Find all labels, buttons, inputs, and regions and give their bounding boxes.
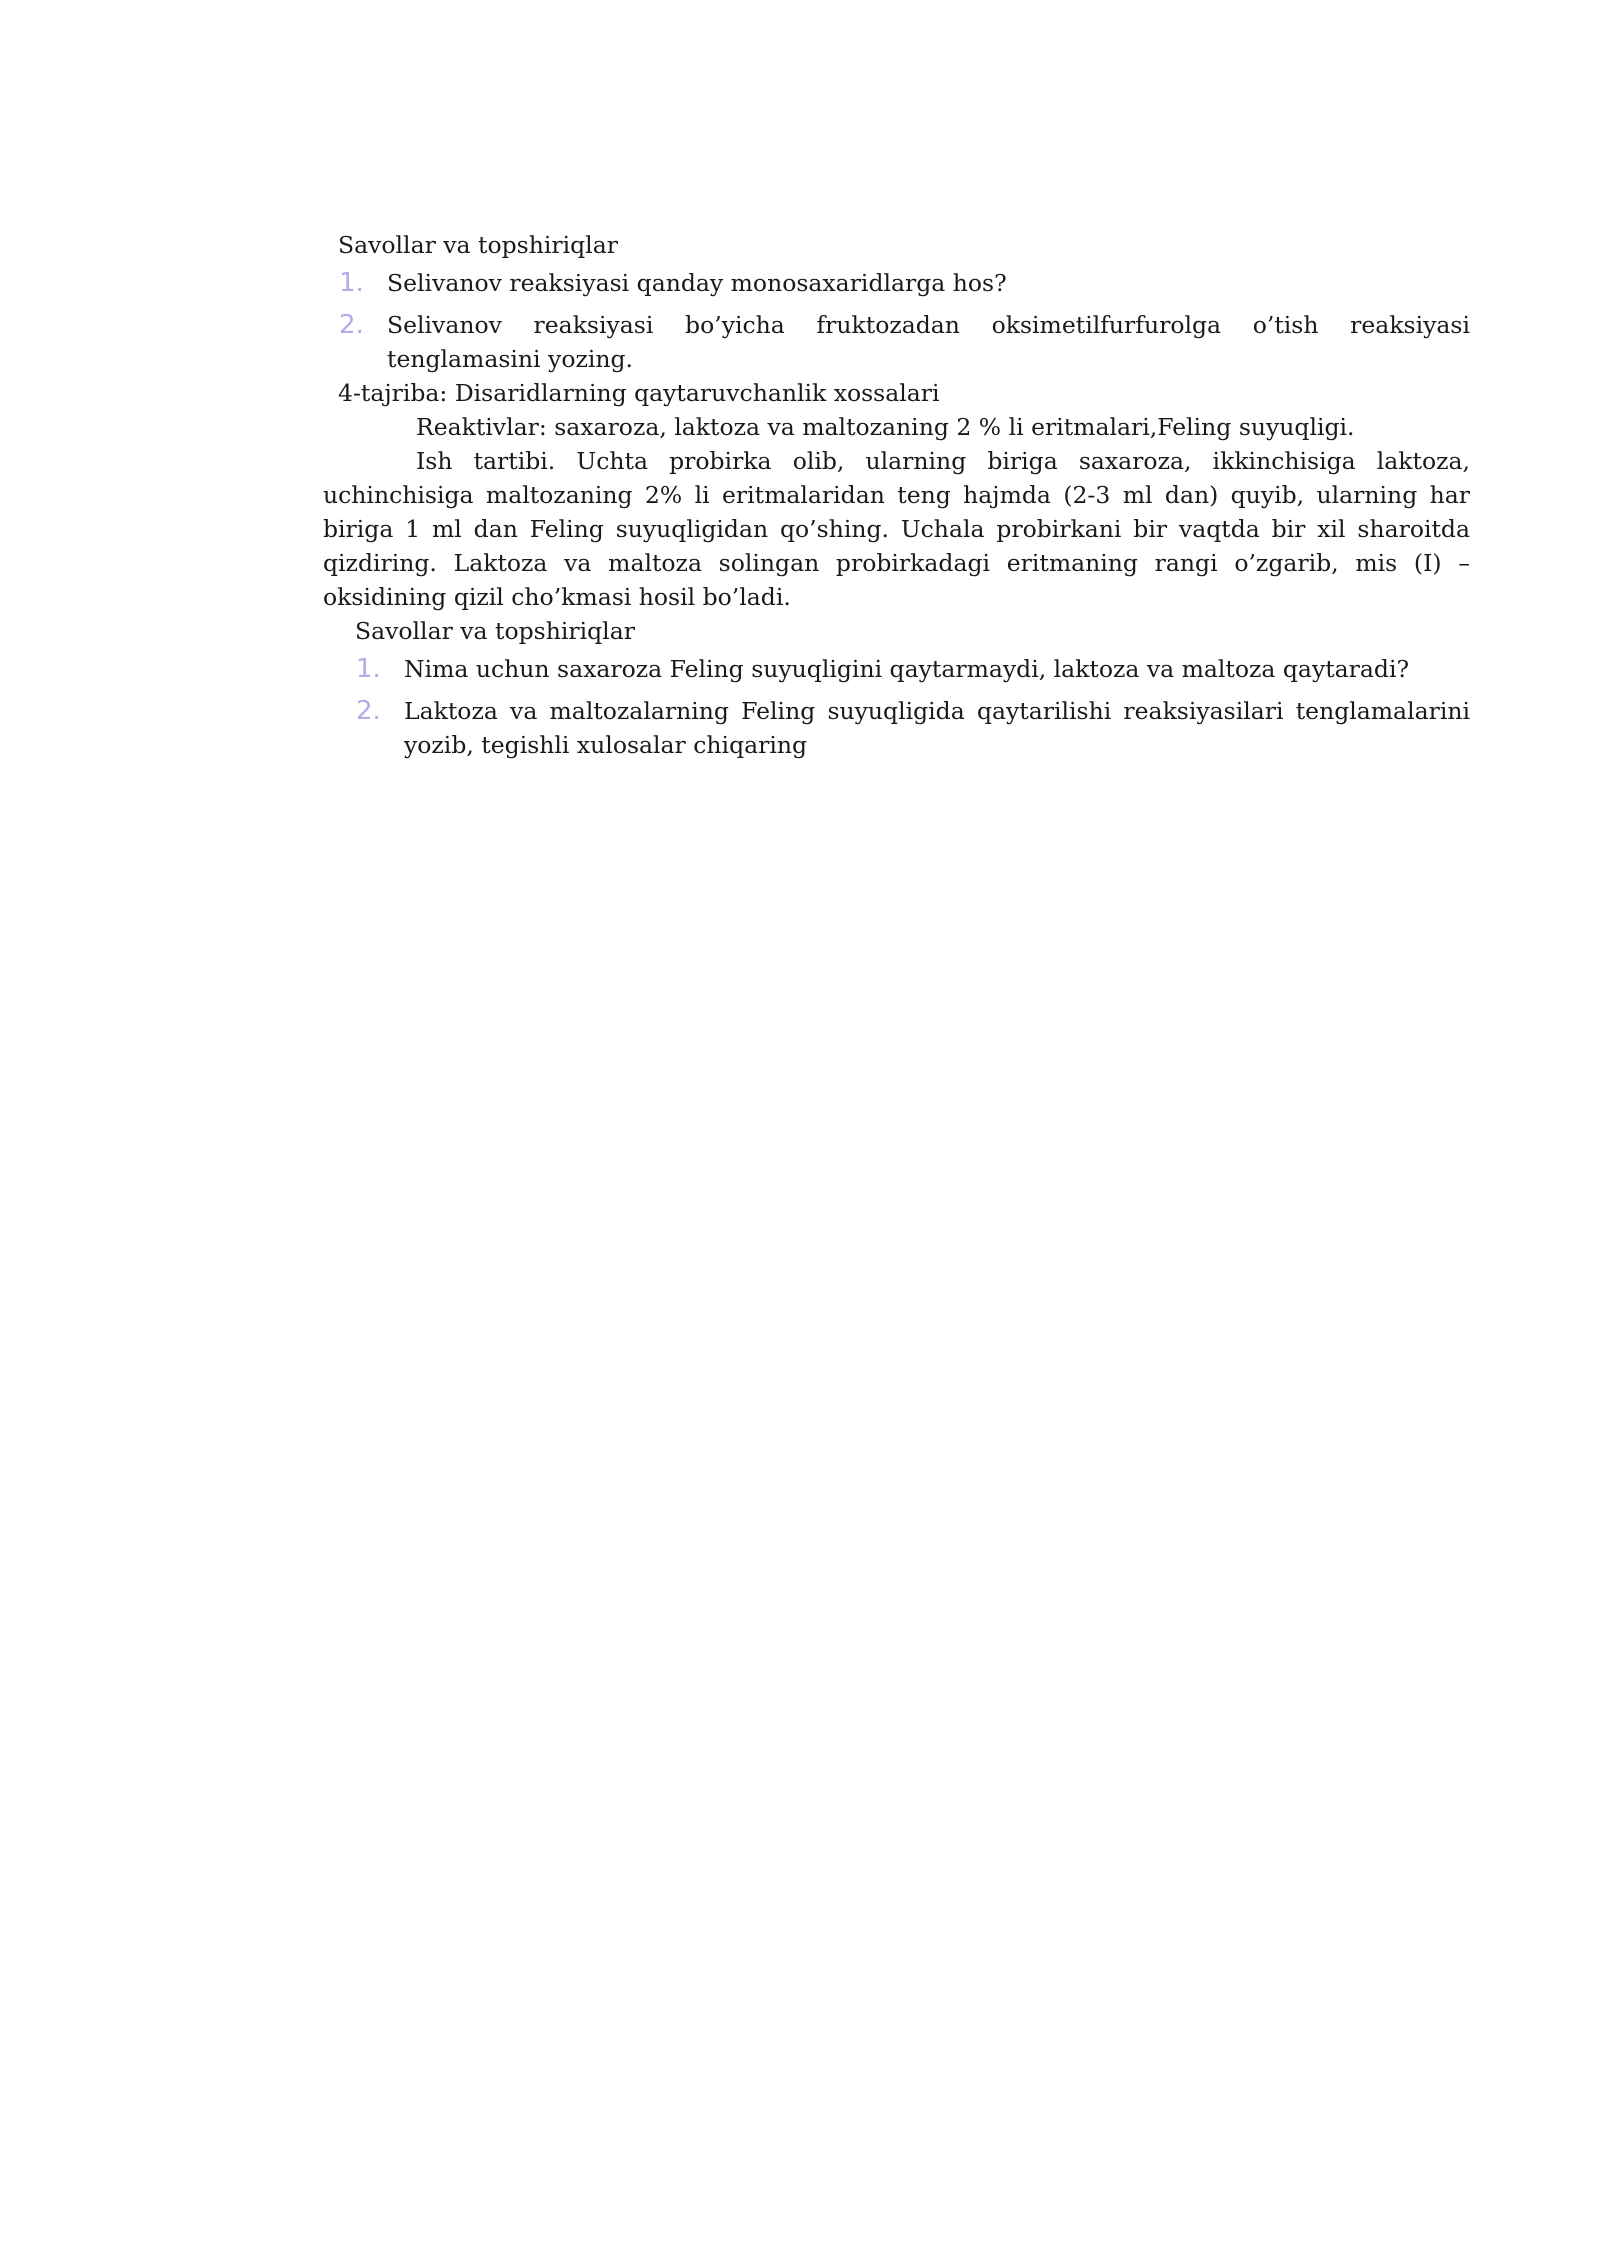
section2-heading: Savollar va topshiriqlar	[355, 617, 635, 645]
document-content	[323, 228, 1470, 770]
list-number: 1.	[339, 268, 364, 298]
list-number: 1.	[356, 654, 381, 684]
list-number: 2.	[356, 696, 381, 726]
experiment-reagents: Reaktivlar: saxaroza, laktoza va maltozaning 2 % li eritmalari,Feling suyuqligi.	[416, 413, 1355, 441]
list-item	[323, 308, 1470, 376]
question-text: Selivanov reaksiyasi bo’yicha fruktozadan oksimetilfurfurolga o’tish reaksiyasi tenglamasini yozing.	[387, 311, 1470, 373]
section2-question-list	[323, 652, 1470, 762]
list-item	[323, 266, 1470, 300]
experiment-procedure: Ish tartibi. Uchta probirka olib, ularning biriga saxaroza, ikkinchisiga laktoza, uchinchisiga maltozaning 2% li eritmalaridan teng hajmda (2-3 ml dan) quyib, ularning har biriga 1 ml dan Feling suyuqligidan qo’shing. Uchala probirkani bir vaqtda bir xil sharoitda qizdiring. Laktoza va maltoza solingan probirkadagi eritmaning rangi o’zgarib, mis (I) – oksidining qizil cho’kmasi hosil bo’ladi.	[323, 447, 1470, 611]
question-text: Laktoza va maltozalarning Feling suyuqligida qaytarilishi reaksiyasilari tenglamalarini yozib, tegishli xulosalar chiqaring	[404, 697, 1470, 759]
question-text: Nima uchun saxaroza Feling suyuqligini qaytarmaydi, laktoza va maltoza qaytaradi?	[404, 655, 1410, 683]
experiment-title: 4-tajriba: Disaridlarning qaytaruvchanlik xossalari	[338, 379, 940, 407]
question-text: Selivanov reaksiyasi qanday monosaxaridlarga hos?	[387, 269, 1007, 297]
section1-question-list	[323, 266, 1470, 376]
list-number: 2.	[339, 310, 364, 340]
list-item	[323, 694, 1470, 762]
section1-heading: Savollar va topshiriqlar	[338, 231, 618, 259]
list-item	[323, 652, 1470, 686]
